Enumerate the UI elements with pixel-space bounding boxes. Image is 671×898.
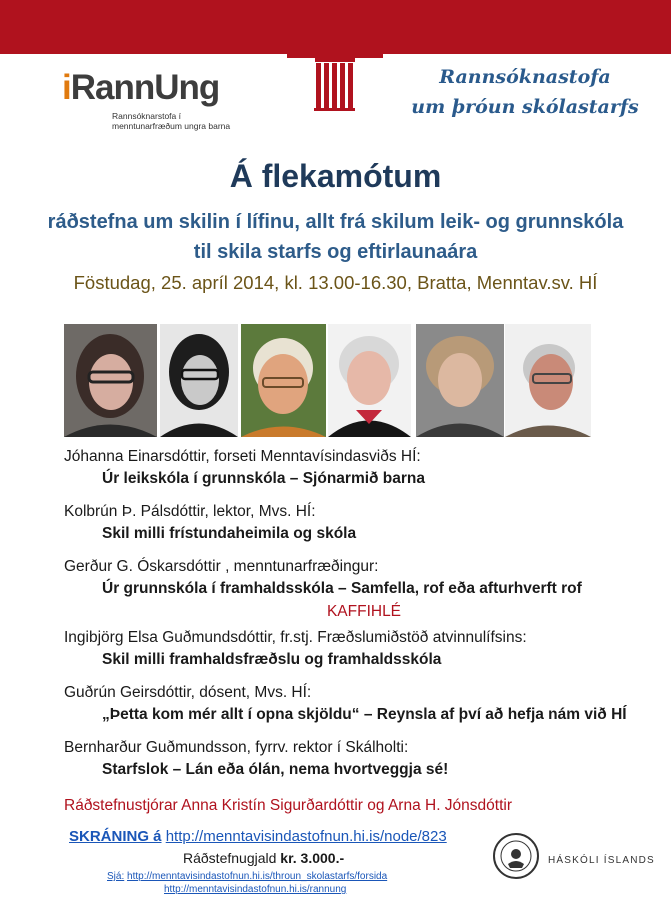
university-name: HÁSKÓLI ÍSLANDS [548, 855, 655, 866]
irannung-logo-i: i [62, 68, 71, 107]
speaker-name: Jóhanna Einarsdóttir, forseti Menntavísindasviðs HÍ: [64, 448, 421, 465]
research-center-title [400, 62, 650, 122]
more-info-links [107, 870, 387, 896]
speaker-name: Guðrún Geirsdóttir, dósent, Mvs. HÍ: [64, 684, 312, 701]
talk-title: „Þetta kom mér allt í opna skjöldu“ – Reynsla af því að hefja nám við HÍ [102, 706, 627, 723]
research-center-line2: um þróun skólastarfs [411, 96, 639, 118]
throun-link[interactable]: http://menntavisindastofnun.hi.is/throun_skolastarfs/forsida [127, 871, 388, 882]
program-item [64, 737, 664, 781]
subtitle-line2: til skila starfs og eftirlaunaára [193, 241, 478, 263]
speaker-photo-6 [505, 324, 591, 437]
irannung-sub-line2: menntunarfræðum ungra barna [112, 121, 231, 131]
speaker-photo-5 [416, 324, 504, 437]
speaker-photo-4 [328, 324, 411, 437]
fee-amount: kr. 3.000.- [280, 850, 345, 866]
speaker-name: Gerður G. Óskarsdóttir , menntunarfræðingur: [64, 558, 379, 575]
see-label[interactable]: Sjá: [107, 871, 125, 882]
irannung-logo-wordmark [62, 68, 219, 108]
conference-fee [183, 850, 344, 866]
program-item [64, 501, 664, 545]
talk-title: Skil milli frístundaheimila og skóla [102, 525, 357, 542]
coffee-break-label: KAFFIHLÉ [326, 603, 402, 620]
irannung-logo-name: RannUng [70, 68, 220, 107]
talk-title: Starfslok – Lán eða ólán, nema hvortveggja sé! [102, 761, 449, 778]
speaker-name: Bernharður Guðmundsson, fyrrv. rektor í Skálholti: [64, 739, 409, 756]
fee-label: Ráðstefnugjald [183, 850, 277, 866]
irannung-logo-subtitle [112, 111, 230, 131]
talk-title: Úr leikskóla í grunnskóla – Sjónarmið barna [102, 470, 426, 487]
talk-title: Skil milli framhaldsfræðslu og framhaldsskóla [102, 651, 442, 668]
registration-line [69, 828, 447, 845]
conference-title: Á flekamótum [229, 158, 442, 194]
speaker-name: Ingibjörg Elsa Guðmundsdóttir, fr.stj. Fræðslumiðstöð atvinnulífsins: [64, 629, 527, 646]
date-location: Föstudag, 25. apríl 2014, kl. 13.00-16.30, Bratta, Menntav.sv. HÍ [73, 272, 598, 293]
research-center-line1: Rannsóknastofa [439, 66, 611, 88]
irannung-logo [62, 68, 240, 134]
registration-link[interactable]: http://menntavisindastofnun.hi.is/node/823 [165, 828, 447, 845]
registration-label: SKRÁNING á [69, 828, 162, 845]
irannung-sub-line1: Rannsóknarstofa í [112, 111, 181, 121]
rannung-link[interactable]: http://menntavisindastofnun.hi.is/rannung [164, 884, 347, 895]
speaker-photo-2 [160, 324, 238, 437]
program-item [64, 556, 664, 600]
subtitle-line1: ráðstefna um skilin í lífinu, allt frá skilum leik- og grunnskóla [47, 211, 624, 233]
columns-emblem-icon [285, 40, 385, 112]
program-item [64, 627, 664, 671]
program-item [64, 682, 664, 726]
speaker-name: Kolbrún Þ. Pálsdóttir, lektor, Mvs. HÍ: [64, 503, 316, 520]
talk-title: Úr grunnskóla í framhaldsskóla – Samfella, rof eða afturhverft rof [102, 580, 582, 597]
conference-subtitle [0, 207, 671, 267]
university-of-iceland-logo [492, 826, 662, 886]
program-item [64, 446, 664, 490]
speaker-photo-3 [241, 324, 326, 437]
program-list [64, 446, 664, 781]
conference-organizers: Ráðstefnustjórar Anna Kristín Sigurðardóttir og Arna H. Jónsdóttir [64, 797, 513, 814]
speaker-photo-1 [64, 324, 157, 437]
university-seal-icon [492, 830, 540, 882]
